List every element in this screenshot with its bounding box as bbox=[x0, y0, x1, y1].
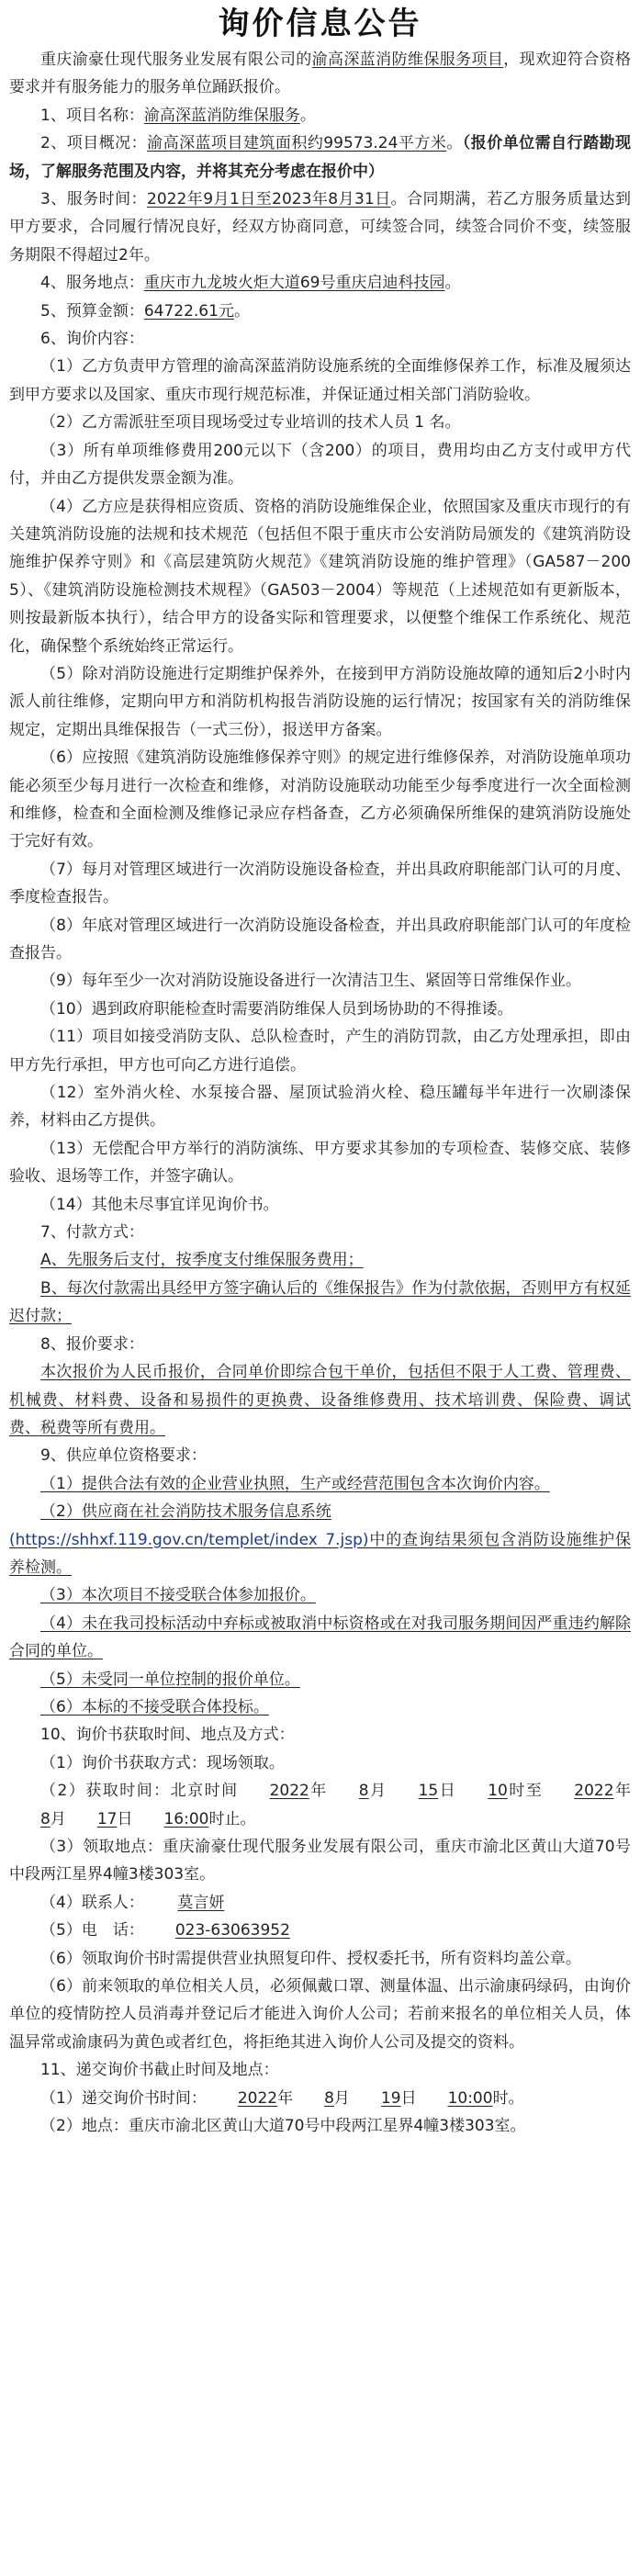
section-6: 6、询价内容： bbox=[40, 330, 144, 349]
qualification-item: （1）提供合法有效的企业营业执照，生产或经营范围包含本次询价内容。 bbox=[40, 1474, 550, 1493]
submit-year: 2022 bbox=[237, 2088, 278, 2108]
contact-person bbox=[9, 1889, 631, 1917]
payment-option-b: B、每次付款需出具经甲方签字确认后的《维保报告》作为付款依据，否则甲方有权延迟付款； bbox=[9, 1278, 631, 1326]
s5-label: 5、预算金额： bbox=[40, 301, 144, 321]
requirement-item: （9）每年至少一次对消防设施设备进行一次清洁卫生、紧固等日常维保作业。 bbox=[40, 972, 581, 991]
fire-tech-system-link[interactable]: (https://shhxf.119.gov.cn/templet/index_7.jsp) bbox=[9, 1530, 369, 1549]
end-year: 2022 bbox=[574, 1782, 614, 1801]
requirement-item: （4）乙方应是获得相应资质、资格的消防设施维保企业，依照国家及重庆市现行的有关建筑消防设施的法规和技术规范（包括但不限于重庆市公安消防局颁发的《建筑消防设施维护保养守则》和《高层建筑防火规范》《建筑消防设施的维护管理》（GA587－2005）、《建筑消防设施检测技术规程》（GA503－2004）等规范（上述规范如有更新版本，则按最新版本执行），结合甲方的设备实际和管理要求，以便整个维保工作系统化、规范化，确保整个系统始终正常运行。 bbox=[9, 497, 631, 656]
s4-label: 4、服务地点： bbox=[40, 274, 144, 293]
section-7: 7、付款方式： bbox=[40, 1223, 144, 1243]
phone-label: （5）电 话： bbox=[40, 1921, 144, 1940]
section-4 bbox=[9, 269, 631, 297]
service-location-value: 重庆市九龙坡火炬大道69号重庆启迪科技园 bbox=[143, 274, 445, 293]
start-day: 15 bbox=[418, 1782, 439, 1801]
phone-number: 023-63063952 bbox=[174, 1921, 290, 1940]
service-period-value: 2022年9月1日至2023年8月31日 bbox=[147, 190, 391, 209]
budget-amount-value: 64722.61元 bbox=[143, 301, 234, 321]
end-month: 8 bbox=[40, 1809, 51, 1828]
start-year: 2022 bbox=[269, 1782, 309, 1801]
obtain-documents: （6）领取询价书时需提供营业执照复印件、授权委托书，所有资料均盖公章。 bbox=[40, 1949, 581, 1968]
qualification-item: （4）未在我司投标活动中弃标或被取消中标资格或在对我司服务期间因严重违约解除合同的单位。 bbox=[9, 1614, 631, 1661]
notice-page bbox=[9, 0, 631, 2140]
s2-label: 2、项目概况： bbox=[40, 134, 148, 153]
site-visit-note: （报价单位需自行踏勘现场，了解服务范围及内容，并将其充分考虑在报价中） bbox=[9, 134, 632, 181]
requirement-item: （12）室外消火栓、水泵接合器、屋顶试验消火栓、稳压罐每半年进行一次刷漆保养，材料由乙方提供。 bbox=[9, 1084, 631, 1131]
section-10: 10、询价书获取时间、地点及方式： bbox=[40, 1726, 295, 1745]
s5-tail: 。 bbox=[233, 301, 250, 321]
obtain-time: （2）获取时间：北京时间 2022年 8月 15日 10时至 2022年8月 17日 16:00时止。 bbox=[9, 1777, 631, 1833]
s1-label: 1、项目名称： bbox=[40, 106, 144, 125]
intro-paragraph bbox=[9, 46, 631, 102]
submit-day: 19 bbox=[380, 2088, 401, 2108]
requirement-item: （7）每月对管理区域进行一次消防设施设备检查，并出具政府职能部门认可的月度、季度检查报告。 bbox=[9, 860, 631, 907]
submission-time-end: 时。 bbox=[492, 2088, 524, 2108]
requirement-item: （3）所有单项维修费用200元以下（含200）的项目，费用均由乙方支付或甲方代付，并由乙方提供发票金额为准。 bbox=[9, 441, 631, 489]
section-8: 8、报价要求： bbox=[40, 1334, 144, 1354]
contact-name: 莫言妍 bbox=[177, 1893, 225, 1912]
payment-option-a: A、先服务后支付，按季度支付维保服务费用； bbox=[40, 1251, 364, 1270]
end-hour: 16:00 bbox=[163, 1809, 209, 1828]
requirement-item: （6）应按照《建筑消防设施维修保养守则》的规定进行维修保养，对消防设施单项功能必须至少每月进行一次检查和维修，对消防设施联动功能至少每季度进行一次全面检测和维修，检查和全面检测及维修记录应存档备查，乙方必须确保所维保的建筑消防设施处于完好有效。 bbox=[9, 748, 631, 851]
qualification-item: （3）本次项目不接受联合体参加报价。 bbox=[40, 1586, 316, 1605]
end-day: 17 bbox=[96, 1809, 118, 1828]
qualification-text: 中的查询结果须包含消防设施维护保养检测。 bbox=[9, 1530, 631, 1577]
contact-phone bbox=[9, 1917, 631, 1944]
qualification-item: （6）本标的不接受联合体投标。 bbox=[40, 1697, 269, 1716]
requirement-item: （5）除对消防设施进行定期维护保养外，在接到甲方消防设施故障的通知后2小时内派人前往维修，定期向甲方和消防机构报告消防设施的运行情况；按国家有关的消防维保规定，定期出具维保报告（一式三份），报送甲方备案。 bbox=[9, 664, 631, 739]
start-hour: 10 bbox=[488, 1782, 508, 1801]
contact-label: （4）联系人： bbox=[40, 1893, 144, 1912]
start-month: 8 bbox=[358, 1782, 369, 1801]
requirement-item: （8）年底对管理区域进行一次消防设施设备检查，并出具政府职能部门认可的年度检查报告。 bbox=[9, 916, 631, 962]
obtain-method: （1）询价书获取方式：现场领取。 bbox=[40, 1753, 285, 1772]
requirement-item: （14）其他未尽事宜详见询价书。 bbox=[40, 1195, 279, 1214]
notice-title: 询价信息公告 bbox=[218, 6, 422, 42]
qualification-item bbox=[9, 1498, 631, 1525]
intro-text: 重庆渝豪仕现代服务业发展有限公司的 bbox=[40, 51, 312, 69]
s3-label: 3、服务时间： bbox=[40, 190, 148, 209]
section-11: 11、递交询价书截止时间及地点： bbox=[40, 2061, 279, 2080]
s3-rest: 。合同期满，若乙方服务质量达到甲方要求，合同履行情况良好，经双方协商同意，可续签合同，续签合同价不变，续签服务期限不得超过2年。 bbox=[9, 190, 632, 264]
section-3 bbox=[9, 186, 631, 269]
submit-hour: 10:00 bbox=[447, 2088, 493, 2108]
section-2 bbox=[9, 129, 631, 186]
obtain-time-label: （2）获取时间：北京时间 bbox=[40, 1782, 239, 1801]
project-name-value: 渝高深蓝消防维保服务 bbox=[143, 106, 300, 125]
submission-time: （1）递交询价书时间： 2022年 8月 19日 10:00时。 bbox=[9, 2085, 631, 2112]
project-overview-value: 渝高深蓝项目建筑面积约99573.24平方米 bbox=[147, 134, 447, 153]
epidemic-control-note: （6）前来领取的单位相关人员，必须佩戴口罩、测量体温、出示渝康码绿码，由询价单位的疫情防控人员消毒并登记后才能进入询价人公司；若前来报名的单位相关人员，体温异常或渝康码为黄色或者红色，将拒绝其进入询价人公司及提交的资料。 bbox=[9, 1977, 631, 2052]
submit-month: 8 bbox=[324, 2088, 334, 2108]
obtain-location: （3）领取地点：重庆渝豪仕现代服务业发展有限公司，重庆市渝北区黄山大道70号中段两江星界4幢3楼303室。 bbox=[9, 1838, 631, 1884]
qualification-item: （5）未受同一单位控制的报价单位。 bbox=[40, 1670, 300, 1689]
requirement-item: （10）遇到政府职能检查时需要消防维保人员到场协助的不得推诿。 bbox=[40, 999, 513, 1018]
requirement-item: （1）乙方负责甲方管理的渝高深蓝消防设施系统的全面维修保养工作，标准及履须达到甲方要求以及国家、重庆市现行规范标准，并保证通过相关部门消防验收。 bbox=[9, 357, 631, 404]
s4-tail: 。 bbox=[444, 274, 461, 293]
quote-requirement-text: 本次报价为人民币报价，合同单价即综合包干单价，包括但不限于人工费、管理费、机械费、材料费、设备和易损件的更换费、设备维修费用、技术培训费、保险费、调试费、税费等所有费用。 bbox=[9, 1363, 631, 1437]
submission-location: （2）地点：重庆市渝北区黄山大道70号中段两江星界4幢3楼303室。 bbox=[40, 2117, 526, 2136]
section-5 bbox=[9, 298, 631, 325]
intro-text-tail: ，现欢迎符合资格要求并有服务能力的服务单位踊跃报价。 bbox=[9, 51, 632, 97]
section-9: 9、供应单位资格要求： bbox=[40, 1446, 207, 1466]
section-1 bbox=[9, 102, 631, 129]
qualification-item-url-line bbox=[9, 1526, 631, 1582]
requirement-item: （11）项目如接受消防支队、总队检查时，产生的消防罚款，由乙方处理承担，即由甲方先行承担，甲方也可向乙方进行追偿。 bbox=[9, 1028, 631, 1074]
project-name-underlined: 渝高深蓝消防维保服务项目 bbox=[311, 51, 504, 69]
requirement-item: （2）乙方需派驻至项目现场受过专业培训的技术人员 1 名。 bbox=[40, 413, 461, 433]
submission-time-label: （1）递交询价书时间： bbox=[40, 2088, 207, 2108]
range-separator: 至 bbox=[525, 1782, 544, 1801]
requirement-item: （13）无偿配合甲方举行的消防演练、甲方要求其参加的专项检查、装修交底、装修验收、退场等工作，并签字确认。 bbox=[9, 1139, 631, 1187]
obtain-time-end: 时止。 bbox=[208, 1809, 256, 1828]
s1-tail: 。 bbox=[299, 106, 316, 125]
s2-mid: 。 bbox=[446, 134, 463, 153]
qualification-text: （2）供应商在社会消防技术服务信息系统 bbox=[40, 1502, 331, 1522]
